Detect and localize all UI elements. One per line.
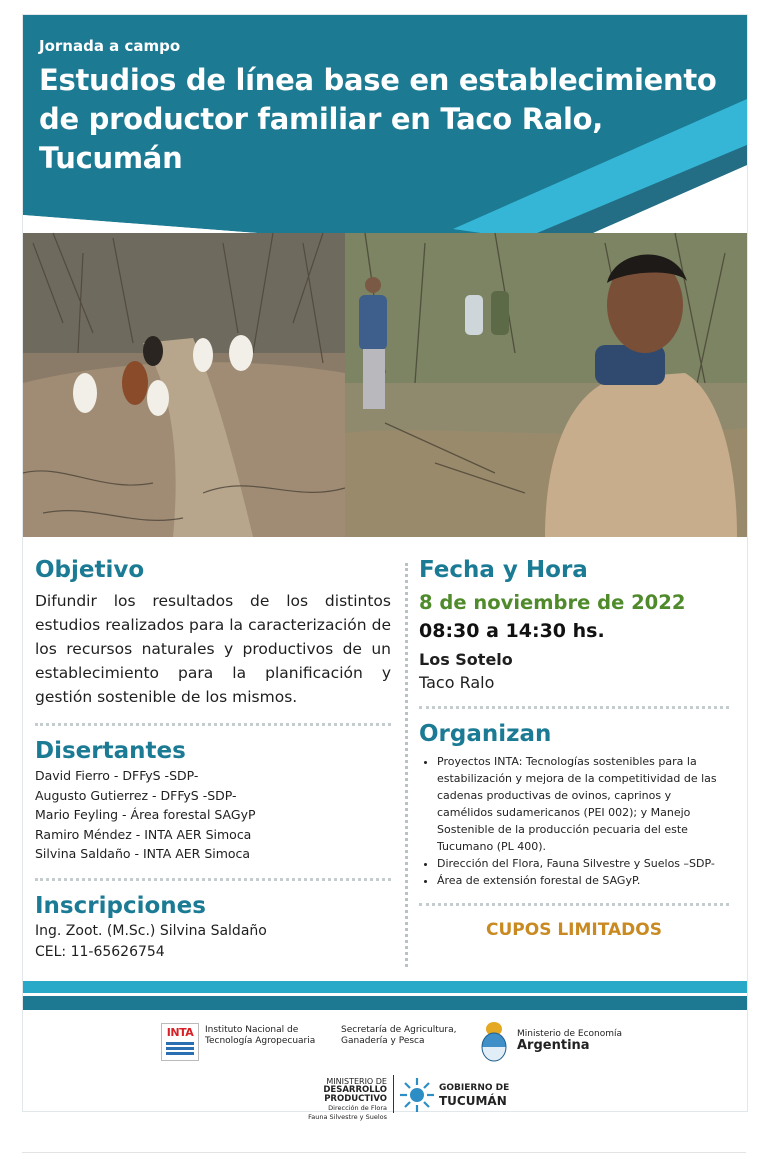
event-type: Jornada a campo <box>39 37 181 55</box>
organizer-item: • Dirección del Flora, Fauna Silvestre y Suelos –SDP- <box>437 855 729 872</box>
event-date: 8 de noviembre de 2022 <box>419 591 686 614</box>
objective-heading: Objetivo <box>35 557 145 583</box>
section-divider <box>419 706 729 709</box>
limited-seats-notice: CUPOS LIMITADOS <box>486 920 662 940</box>
speakers-heading: Disertantes <box>35 738 186 764</box>
speaker-item: David Fierro - DFFyS -SDP- <box>35 768 199 783</box>
logo-divider <box>393 1075 394 1113</box>
inta-logo: INTA <box>161 1023 199 1061</box>
argentina-coat-of-arms-icon <box>479 1017 509 1063</box>
schedule-heading: Fecha y Hora <box>419 557 588 583</box>
event-flyer <box>22 14 748 1121</box>
section-divider <box>419 903 729 906</box>
section-divider <box>35 878 391 881</box>
speaker-item: Ramiro Méndez - INTA AER Simoca <box>35 826 252 842</box>
footer-band-dark <box>23 996 747 1010</box>
registration-phone[interactable]: CEL: 11-65626754 <box>35 943 165 960</box>
page-bottom-rule <box>22 1152 746 1153</box>
event-time: 08:30 a 14:30 hs. <box>419 620 605 642</box>
goats-photo <box>23 233 345 537</box>
registration-contact-name: Ing. Zoot. (M.Sc.) Silvina Saldaño <box>35 922 267 939</box>
right-column <box>419 555 729 940</box>
inta-name: Instituto Nacional de Tecnología Agropecuaria <box>205 1025 316 1046</box>
organizers-heading: Organizan <box>419 721 552 747</box>
organizer-item: • Área de extensión forestal de SAGyP. <box>437 872 729 889</box>
tucuman-sun-icon <box>399 1077 435 1113</box>
event-place: Los Sotelo <box>419 650 513 669</box>
speaker-item: Mario Feyling - Área forestal SAGyP <box>35 807 256 822</box>
gobierno-tucuman-logo: GOBIERNO DE TUCUMÁN <box>439 1083 510 1108</box>
speaker-item: Augusto Gutierrez - DFFyS -SDP- <box>35 787 237 803</box>
ministry-economy: Ministerio de Economía Argentina <box>517 1029 623 1053</box>
event-town: Taco Ralo <box>419 673 495 692</box>
registration-heading: Inscripciones <box>35 892 206 919</box>
speaker-item: Silvina Saldaño - INTA AER Simoca <box>35 846 251 861</box>
event-title: Estudios de línea base en establecimiento de productor familiar en Taco Ralo, Tucumán <box>39 63 717 175</box>
sagyp-name: Secretaría de Agricultura, Ganadería y Pesca <box>341 1025 457 1046</box>
column-divider <box>405 563 408 967</box>
footer-band-light <box>23 981 747 993</box>
organizers-list <box>419 753 729 889</box>
section-divider <box>35 723 391 726</box>
mdp-logo: MINISTERIO DE DESARROLLO PRODUCTIVO Dirección de Flora Fauna Silvestre y Suelos <box>308 1077 387 1121</box>
objective-text: Difundir los resultados de los distintos estudios realizados para la caracterización de los recursos naturales y productivos de un establecimiento para la planificación y gestión sostenible de los mismos. <box>35 592 391 706</box>
producer-photo <box>345 233 747 537</box>
organizer-item: • Proyectos INTA: Tecnologías sostenibles para la estabilización y mejora de la competitividad de las cadenas productivas de ovinos, caprinos y camélidos sudamericanos (PEI 002); y Manejo Sostenible de la producción pecuaria del este Tucumano (PL 400). <box>437 753 729 855</box>
left-column <box>35 555 391 963</box>
